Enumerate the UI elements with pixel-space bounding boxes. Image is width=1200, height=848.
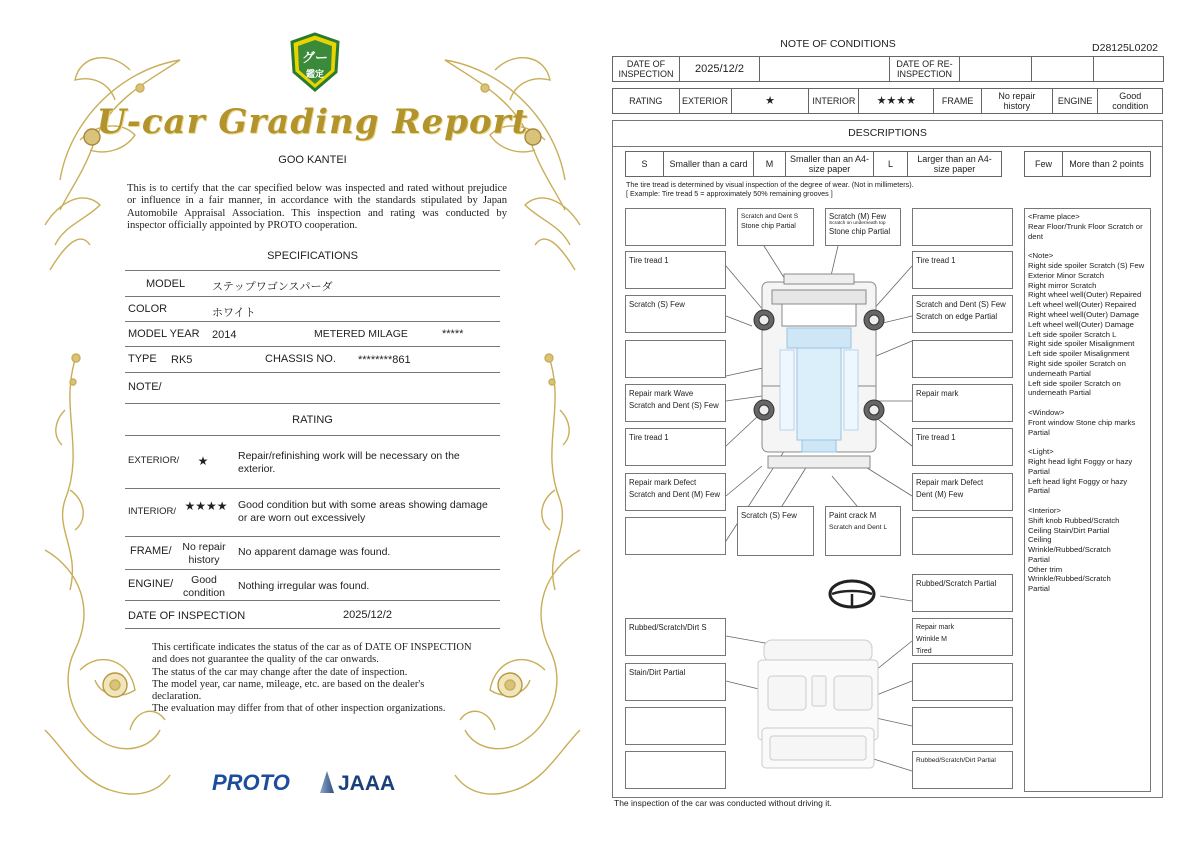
box-text: Scratch on edge Partial — [916, 311, 998, 321]
notes-line: <Note> — [1028, 251, 1054, 261]
notes-line: Left side spoiler Scratch on underneath Partial — [1028, 378, 1121, 398]
divider — [125, 435, 500, 436]
box-text: Repair mark Defect — [916, 478, 984, 487]
legend-few-desc: More than 2 points — [1063, 152, 1151, 177]
certificate-title: U-car Grading Report — [96, 102, 529, 142]
box-text: Repair mark Wave — [629, 389, 694, 398]
type-value: RK5 — [171, 354, 193, 366]
model-year-value: 2014 — [212, 329, 237, 341]
notes-line: Right side spoiler Scratch (S) Few — [1028, 260, 1145, 270]
notes-line: Wrinkle/Rubbed/Scratch — [1028, 574, 1111, 584]
type-label: TYPE — [128, 353, 157, 365]
interior-value: ★★★★ — [859, 89, 934, 114]
divider — [125, 536, 500, 537]
organization-name: GOO KANTEI — [278, 154, 347, 166]
notes-line: Right side spoiler Misalignment — [1028, 339, 1135, 349]
damage-box-interior-front-right — [912, 618, 1013, 656]
model-year-label: MODEL YEAR — [128, 328, 200, 340]
notes-line: Rear Floor/Trunk Floor Scratch or dent — [1028, 221, 1143, 241]
box-text: Scratch and Dent (M) Few — [629, 489, 720, 499]
box-text: Scratch and Dent L — [829, 523, 888, 531]
box-text: Paint crack M — [829, 511, 877, 520]
proto-logo — [212, 770, 290, 796]
box-text: Repair mark — [916, 624, 955, 631]
notes-line: Right mirror Scratch — [1028, 280, 1097, 290]
damage-box-front-left — [737, 208, 814, 246]
damage-box-left-front — [625, 295, 726, 333]
divider — [125, 296, 500, 297]
box-text: Rubbed/Scratch/Dirt S — [629, 623, 707, 632]
tire-note-line: The tire tread is determined by visual inspection of the degree of wear. (Not in millimeters). — [626, 180, 914, 189]
notes-section-window — [1028, 408, 1147, 437]
specifications-heading: SPECIFICATIONS — [267, 250, 358, 262]
certification-statement: This is to certify that the car specified below was inspected and rated without prejudice or influence in a fair manner, in accordance with the standards stipulated by Japan Automobile Appraisal Association. This inspection and rating was conducted by inspector officially appointed by PROTO cooperation. — [127, 183, 507, 232]
engine-label: ENGINE — [1052, 89, 1098, 114]
color-label: COLOR — [128, 303, 168, 315]
chassis-value: ********861 — [358, 354, 411, 366]
exterior-label: EXTERIOR — [679, 89, 731, 114]
damage-box-right-rear — [912, 473, 1013, 511]
notes-line: Right wheel well(Outer) Repaired — [1028, 290, 1142, 300]
engine-description: Nothing irregular was found. — [238, 580, 370, 592]
inspection-date-value: 2025/12/2 — [680, 57, 760, 82]
notes-line: Wrinkle/Rubbed/Scratch — [1028, 545, 1111, 555]
box-text: Dent (M) Few — [916, 489, 964, 499]
tire-note-line: [ Example: Tire tread 5 = approximately 50% remaining grooves ] — [626, 189, 833, 198]
box-text: Wrinkle M — [916, 636, 947, 643]
svg-text:グー: グー — [301, 51, 329, 66]
divider — [125, 270, 500, 271]
note-of-conditions — [612, 36, 1164, 812]
box-text: Stone chip Partial — [829, 226, 891, 236]
notes-line: <Frame place> — [1028, 212, 1080, 221]
note-title: NOTE OF CONDITIONS — [780, 38, 896, 50]
box-text: Tire tread 1 — [629, 256, 669, 265]
box-text: Scratch and Dent (S) Few — [916, 300, 1006, 309]
damage-box-left-rear-tire — [625, 428, 726, 466]
damage-box-interior-rear — [912, 751, 1013, 789]
notes-line: Left head light Foggy or hazy Partial — [1028, 476, 1128, 496]
engine-label: ENGINE/ — [128, 578, 174, 590]
notes-line: <Interior> — [1028, 505, 1061, 515]
box-text: Scratch and Dent (S) Few — [629, 400, 719, 410]
divider — [125, 346, 500, 347]
box-text: Repair mark Defect — [629, 478, 697, 487]
legend-s: S — [626, 152, 664, 177]
damage-box-empty — [912, 208, 1013, 246]
damage-box-interior-front-left — [625, 618, 726, 656]
reinspection-date-label: DATE OF RE-INSPECTION — [890, 57, 960, 82]
box-text: Stone chip Partial — [741, 223, 796, 230]
damage-box-rear-left — [737, 506, 814, 556]
damage-box-right-front — [912, 295, 1013, 333]
box-text: Tire tread 1 — [916, 433, 956, 442]
notes-section-note — [1028, 251, 1147, 398]
box-text: Rubbed/Scratch/Dirt Partial — [916, 757, 996, 764]
legend-l-desc: Larger than an A4-size paper — [908, 152, 1002, 177]
interior-label: INTERIOR/ — [128, 506, 177, 517]
box-text: Scratch and Dent S — [741, 213, 799, 220]
legend-m: M — [754, 152, 786, 177]
exterior-description: Repair/refinishing work will be necessary on the exterior. — [238, 450, 460, 475]
frame-description: No apparent damage was found. — [238, 546, 391, 558]
damage-box-empty — [625, 751, 726, 789]
condition-notes — [1024, 208, 1151, 792]
car-top-view — [762, 274, 876, 468]
interior-grade: ★★★★ — [184, 499, 228, 513]
damage-box-empty — [625, 517, 726, 555]
damage-box-interior-seat-left — [625, 663, 726, 701]
notes-line: Exterior Minor Scratch — [1028, 270, 1105, 280]
interior-description: Good condition but with some areas showing damage or are worn out excessively — [238, 499, 488, 524]
box-text: Stain/Dirt Partial — [629, 668, 686, 677]
document-id: D28125L0202 — [1092, 42, 1158, 54]
legend-few: Few — [1025, 152, 1063, 177]
car-interior-view — [758, 640, 878, 768]
notes-line: <Light> — [1028, 447, 1054, 457]
frame-label: FRAME/ — [130, 545, 172, 557]
steering-wheel-icon — [830, 581, 874, 607]
damage-box-left-front-tire — [625, 251, 726, 289]
jaaa-logo — [320, 771, 395, 796]
model-label: MODEL — [146, 278, 186, 290]
box-text: Rubbed/Scratch Partial — [916, 579, 997, 588]
divider — [125, 569, 500, 570]
damage-box-left-middle — [625, 384, 726, 422]
notes-line: Right side spoiler Scratch on underneath Partial — [1028, 358, 1126, 378]
rating-label: RATING — [613, 89, 680, 114]
notes-line: Partial — [1028, 584, 1050, 594]
frame-value: No repair history — [982, 89, 1053, 114]
notes-section-interior — [1028, 506, 1147, 594]
notes-line: Left side spoiler Scratch L — [1028, 329, 1117, 339]
divider — [125, 488, 500, 489]
damage-box-empty — [912, 340, 1013, 378]
damage-box-steering — [912, 574, 1013, 612]
inspection-date-label: DATE OF INSPECTION — [128, 610, 246, 622]
legend-l: L — [874, 152, 908, 177]
disclaimer-line: The evaluation may differ from that of other inspection organizations. — [152, 703, 446, 715]
mileage-label: METERED MILAGE — [314, 328, 408, 340]
note-label: NOTE/ — [128, 381, 162, 393]
model-value: ステップワゴンスパーダ — [212, 281, 333, 293]
exterior-grade: ★ — [197, 454, 209, 468]
inspection-date-value: 2025/12/2 — [343, 609, 392, 621]
notes-line: Other trim — [1028, 564, 1063, 574]
damage-box-right-middle — [912, 384, 1013, 422]
exterior-label: EXTERIOR/ — [128, 455, 180, 466]
box-text: Repair mark — [916, 389, 959, 398]
damage-box-empty — [625, 340, 726, 378]
frame-grade: No repair history — [182, 541, 226, 566]
disclaimer-line: The status of the car may change after the date of inspection. — [152, 666, 408, 678]
box-text: Tire tread 1 — [629, 433, 669, 442]
chassis-label: CHASSIS NO. — [265, 353, 336, 365]
notes-line: Right wheel well(Outer) Damage — [1028, 309, 1140, 319]
exterior-value: ★ — [731, 89, 809, 114]
damage-box-empty — [912, 663, 1013, 701]
notes-line: Left wheel well(Outer) Damage — [1028, 319, 1134, 329]
notes-line: Ceiling — [1028, 535, 1052, 545]
notes-line: Ceiling Stain/Dirt Partial — [1028, 525, 1110, 535]
disclaimer-line: The model year, car name, mileage, etc. are based on the dealer's declaration. — [152, 678, 425, 703]
notes-line: Front window Stone chip marks Partial — [1028, 417, 1136, 437]
divider — [125, 403, 500, 404]
disclaimer-line: This certificate indicates the status of the car as of DATE OF INSPECTION and does not guarantee the quality of the car onwards. — [152, 642, 472, 666]
notes-line: Left side spoiler Misalignment — [1028, 349, 1130, 359]
frame-label: FRAME — [934, 89, 982, 114]
damage-box-empty — [625, 208, 726, 246]
jaaa-logo-text: JAAA — [338, 772, 396, 795]
legend-m-desc: Smaller than an A4-size paper — [786, 152, 874, 177]
inspection-date-label: DATE OF INSPECTION — [613, 57, 680, 82]
box-text: Scratch (S) Few — [741, 511, 797, 520]
box-text: Scratch (M) Few — [829, 212, 887, 221]
notes-line: Left wheel well(Outer) Repaired — [1028, 300, 1137, 310]
damage-box-empty — [912, 707, 1013, 745]
damage-box-empty — [625, 707, 726, 745]
notes-line: Shift knob Rubbed/Scratch — [1028, 515, 1120, 525]
notes-section-light — [1028, 447, 1147, 496]
notes-line: Partial — [1028, 554, 1050, 564]
damage-box-empty — [912, 517, 1013, 555]
rating-heading: RATING — [292, 414, 333, 426]
damage-box-left-rear — [625, 473, 726, 511]
damage-box-rear-right — [825, 506, 901, 556]
interior-label: INTERIOR — [809, 89, 859, 114]
descriptions-heading: DESCRIPTIONS — [848, 127, 927, 139]
goo-kantei-badge-icon — [288, 32, 342, 94]
box-subtext: Scratch on underneath top — [829, 221, 886, 226]
engine-value: Good condition — [1098, 89, 1163, 114]
divider — [125, 600, 500, 601]
inspection-footer-note: The inspection of the car was conducted without driving it. — [614, 798, 832, 808]
damage-box-right-front-tire — [912, 251, 1013, 289]
box-text: Tired — [916, 648, 932, 655]
disclaimer — [152, 642, 472, 716]
proto-logo-text: PROTO — [212, 770, 290, 795]
svg-text:鑑定: 鑑定 — [305, 70, 325, 80]
box-text: Scratch (S) Few — [629, 300, 685, 309]
notes-section-frame — [1028, 212, 1147, 241]
box-text: Tire tread 1 — [916, 256, 956, 265]
divider — [125, 321, 500, 322]
divider — [125, 628, 500, 629]
legend-s-desc: Smaller than a card — [664, 152, 754, 177]
grading-certificate — [40, 30, 585, 820]
engine-grade: Good condition — [182, 574, 226, 599]
notes-line: Right head light Foggy or hazy Partial — [1028, 456, 1133, 476]
damage-box-front-right — [825, 208, 901, 246]
jaaa-emblem-icon — [320, 771, 334, 793]
notes-line: <Window> — [1028, 407, 1065, 417]
color-value: ホワイト — [212, 307, 256, 319]
mileage-value: ***** — [442, 328, 464, 340]
divider — [125, 372, 500, 373]
damage-box-right-rear-tire — [912, 428, 1013, 466]
